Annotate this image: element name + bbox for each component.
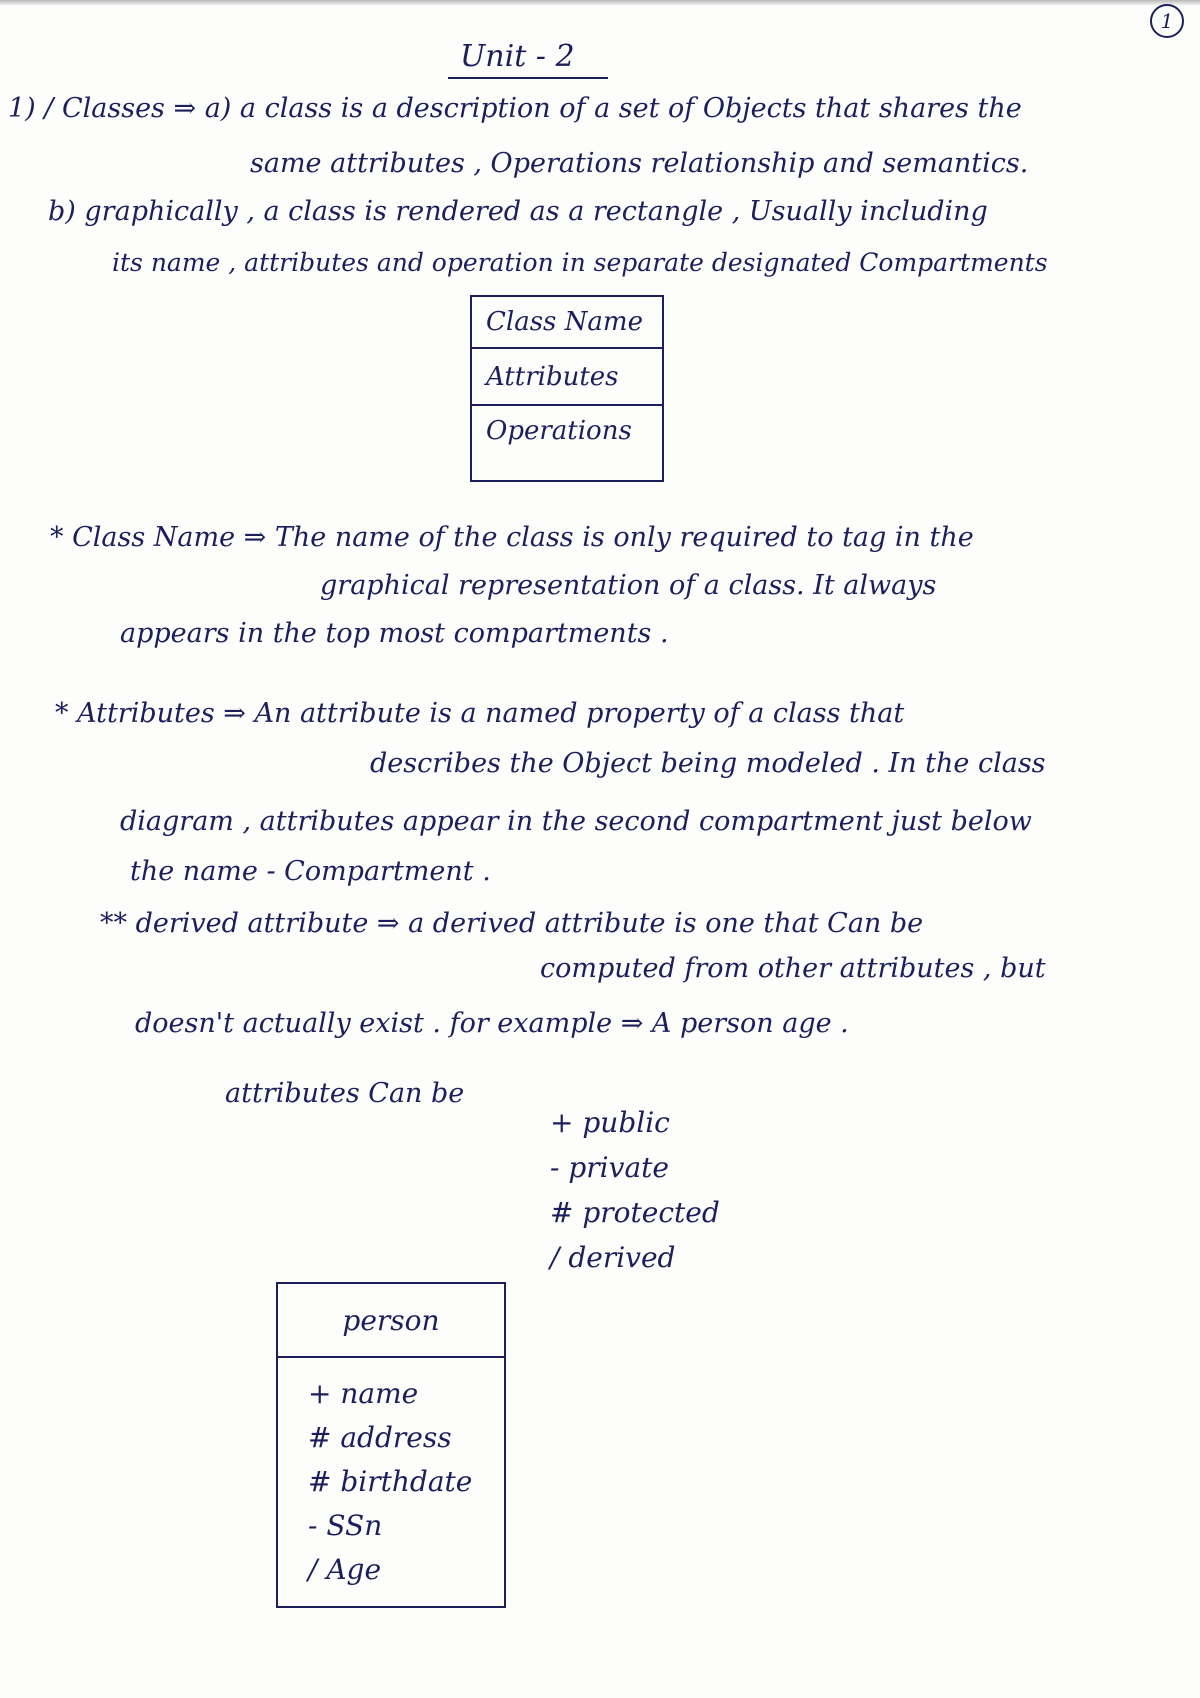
note-line-14: doesn't actually exist . for example ⇒ A person age . bbox=[135, 1008, 849, 1039]
uml-class-template bbox=[470, 295, 664, 482]
person-class-name: person bbox=[278, 1284, 504, 1358]
note-line-12: ** derived attribute ⇒ a derived attribute is one that Can be bbox=[100, 908, 924, 939]
note-line-5: * Class Name ⇒ The name of the class is only required to tag in the bbox=[50, 522, 974, 553]
visibility-public: + public bbox=[550, 1106, 670, 1139]
uml-class-name: Class Name bbox=[472, 297, 662, 349]
page-title: Unit - 2 bbox=[460, 39, 575, 74]
page-number: 1 bbox=[1150, 4, 1184, 38]
note-line-6: graphical representation of a class. It always bbox=[320, 570, 937, 601]
note-line-7: appears in the top most compartments . bbox=[120, 618, 669, 649]
visibility-derived: / derived bbox=[550, 1241, 676, 1274]
note-line-1: 1) / Classes ⇒ a) a class is a description of a set of Objects that shares the bbox=[8, 93, 1022, 124]
uml-class-attributes: Attributes bbox=[472, 349, 662, 406]
note-line-15: attributes Can be bbox=[225, 1078, 465, 1109]
uml-class-operations: Operations bbox=[486, 416, 632, 446]
note-line-3: b) graphically , a class is rendered as a rectangle , Usually including bbox=[48, 196, 988, 227]
person-attr-age: / Age bbox=[308, 1553, 382, 1586]
person-attr-name: + name bbox=[308, 1377, 419, 1410]
note-line-10: diagram , attributes appear in the second compartment just below bbox=[120, 806, 1032, 837]
note-line-8: * Attributes ⇒ An attribute is a named property of a class that bbox=[55, 698, 905, 729]
note-line-2: same attributes , Operations relationship and semantics. bbox=[250, 148, 1029, 179]
note-line-9: describes the Object being modeled . In the class bbox=[370, 748, 1046, 779]
note-line-4: its name , attributes and operation in separate designated Compartments bbox=[112, 248, 1048, 277]
person-attr-address: # address bbox=[308, 1421, 452, 1454]
note-line-13: computed from other attributes , but bbox=[540, 953, 1046, 984]
visibility-list bbox=[550, 1100, 720, 1280]
note-line-11: the name - Compartment . bbox=[130, 856, 491, 887]
visibility-protected: # protected bbox=[550, 1196, 720, 1229]
person-class-attributes bbox=[278, 1358, 504, 1592]
title-underline bbox=[448, 77, 608, 79]
person-attr-birthdate: # birthdate bbox=[308, 1465, 473, 1498]
person-attr-ssn: - SSn bbox=[308, 1509, 383, 1542]
uml-class-person bbox=[276, 1282, 506, 1608]
visibility-private: - private bbox=[550, 1151, 669, 1184]
